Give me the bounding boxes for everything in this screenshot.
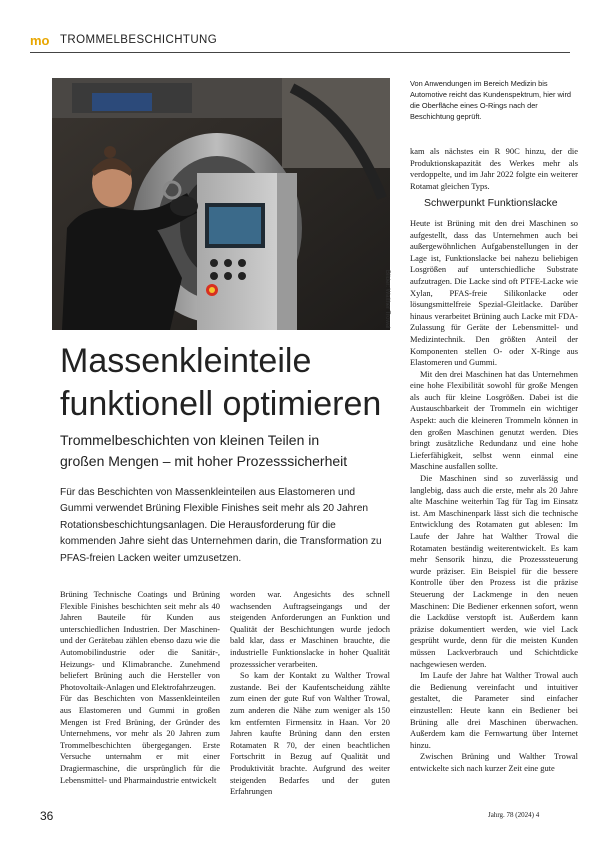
page-number: 36 xyxy=(40,809,54,823)
article-title xyxy=(60,340,381,426)
paragraph: Zwischen Brüning und Walther Trowal entwickelte sich nach kurzer Zeit eine gute xyxy=(410,751,578,773)
paragraph: Für das Beschichten von Massenkleinteilen aus Elastomeren und Gummi in großen Mengen ist Fred Brüning, der Gründer des Unternehmens, vor mehr als 20 Jahren zum Trommelbeschichten übergegangen. Erste Versuche unternahm er mit einer Dragiermaschine, die ursprünglich für die Lebensmittel- und Pharmaindustrie entwickelt xyxy=(60,693,220,785)
section-title: TROMMELBESCHICHTUNG xyxy=(60,34,218,46)
article-lead: Für das Beschichten von Massenkleinteilen aus Elastomeren und Gummi verwendet Brüning Flexible Finishes seit mehr als 20 Jahren Rotationsbeschichtungsanlagen. Die Herausforderung für die kommenden Jahre sieht das Unternehmen darin, die Transformation zu PFAS-freien Lacken weiter umzusetzen. xyxy=(60,487,382,564)
issue-info: Jahrg. 78 (2024) 4 xyxy=(488,811,540,819)
title-line-2: funktionell optimieren xyxy=(60,385,382,423)
article-subtitle xyxy=(60,430,347,472)
paragraph: worden war. Angesichts des schnell wachsenden Auftragseingangs und der steigenden Anforderungen an Funktion und Qualität der Beschichtungen wurde jedoch bald klar, dass er Maschinen brauchte, die industrielle Funktionslacke in hoher Qualität prozesssicher verarbeiten. xyxy=(230,589,390,669)
title-line-1: Massenkleinteile xyxy=(60,342,312,380)
subtitle-line-2: großen Mengen – mit hoher Prozesssicherheit xyxy=(60,453,348,469)
paragraph: Mit den drei Maschinen hat das Unternehmen eine hohe Flexibilität sowohl für große Mengen als auch für kleine Losgrößen. Dabei ist die Austauschbarkeit der Trommeln ein wichtiger Aspekt: auch die kleineren Trommeln können in den großen Maschinen genutzt werden. Dies bringt zusätzliche Redundanz und eine hohe Lieferfähigkeit, selbst wenn einmal eine Maschine ausfallen sollte. xyxy=(410,368,578,472)
paragraph: Brüning Technische Coatings und Brüning Flexible Finishes beschichten seit mehr als 40 Jahren Bauteile für Kunden aus unterschiedlichen Industrien. Der Maschinen- und der Gerätebau zählen ebenso dazu wie die Automobilindustrie oder die Sanitär-, Heizungs- und Klimabranche. Zunehmend beliefert Brüning auch die Hersteller von Photovoltaik-Anlagen und Elektrofahrzeugen. xyxy=(60,589,220,692)
column-3 xyxy=(410,146,578,774)
subtitle-line-1: Trommelbeschichten von kleinen Teilen in xyxy=(60,432,320,448)
photo-credit: Bilder: Walther Trowal xyxy=(384,270,390,329)
paragraph: So kam der Kontakt zu Walther Trowal zustande. Bei der Kaufentscheidung zählte zum einen der gute Ruf von Walther Trowal, zum anderen die Nähe zum weniger als 150 km entfernten Firmensitz in Haan. Vor 20 Jahren kaufte Brüning dann den ersten Rotamaten R 70, der einen beachtlichen Fortschritt in Bezug auf Qualität und Produktivität brachte. Aufgrund des weiter steigenden Bedarfes und der guten Erfahrungen xyxy=(230,670,390,797)
paragraph: Heute ist Brüning mit den drei Maschinen so aufgestellt, dass das Unternehmen auch bei außergewöhnlichen Aufgabenstellungen in der Lage ist, Funktionslacke bei nahezu beliebigen Losgrößen auf unterschiedliche Substrate aufzutragen. Die Lacke sind oft PTFE-Lacke wie Xylan, PFAS-freie Silikonlacke oder lösungsmittelfreie Spezial-Gleitlacke. Darüber hinaus verarbeitet Brüning auch Lacke mit FDA-Zulassung für Geräte der Lebensmittel- und Medizintechnik. Den größten Anteil der Komponenten stellen O- oder X-Ringe aus Elastomeren und Gummi. xyxy=(410,217,578,368)
paragraph: kam als nächstes ein R 90C hinzu, der die Produktionskapazität des Werkes mehr als verdoppelte, und im Jahr 2022 folgte ein weiterer Rotamat gleichen Typs. xyxy=(410,146,578,191)
article-photo xyxy=(52,78,390,330)
subheading: Schwerpunkt Funktionslacke xyxy=(424,197,558,210)
paragraph: Die Maschinen sind so zuverlässig und langlebig, dass auch die erste, mehr als 20 Jahre alte Maschine weiterhin Tag für Tag im Einsatz ist. Am Maschinenpark lässt sich die technische Entwicklung des Rotamaten gut ablesen: Im Laufe der Jahre hat Walther Trowal die Rotamaten beständig weiterentwickelt. Es kam mehr Sensorik hinzu, die Prozesssteuerung wurde präziser. Ein Beispiel für die bessere Kontrolle über den Prozess ist die präzise Steuerung der Lackmenge in den neuen Maschinen: Die Bediener erkennen sofort, wenn die Lackdüse verstopft ist. Außerdem kann präzise dokumentiert werden, wie viel Lack gesprüht wurde, denn für die meisten Kunden müssen Lackverbrauch und Schichtdicke nachgewiesen werden. xyxy=(410,473,578,669)
photo-caption: Von Anwendungen im Bereich Medizin bis Automotive reicht das Kundenspektrum, hier wird die Oberfläche eines O-Rings nach der Beschichtung geprüft. xyxy=(410,79,572,121)
column-1 xyxy=(60,589,220,786)
header-rule xyxy=(30,52,570,53)
paragraph: Im Laufe der Jahre hat Walther Trowal auch die Bedienung vereinfacht und intuitiver gestaltet, die Parameter sind einfacher einzustellen: Heute kann ein Bediener bei Brüning alle drei Maschinen überwachen. Außerdem kam die Fernwartung über Internet hinzu. xyxy=(410,670,578,750)
column-2 xyxy=(230,589,390,798)
section-tag: mo xyxy=(30,33,50,48)
photo-worker-drum-coater-icon xyxy=(52,78,390,330)
